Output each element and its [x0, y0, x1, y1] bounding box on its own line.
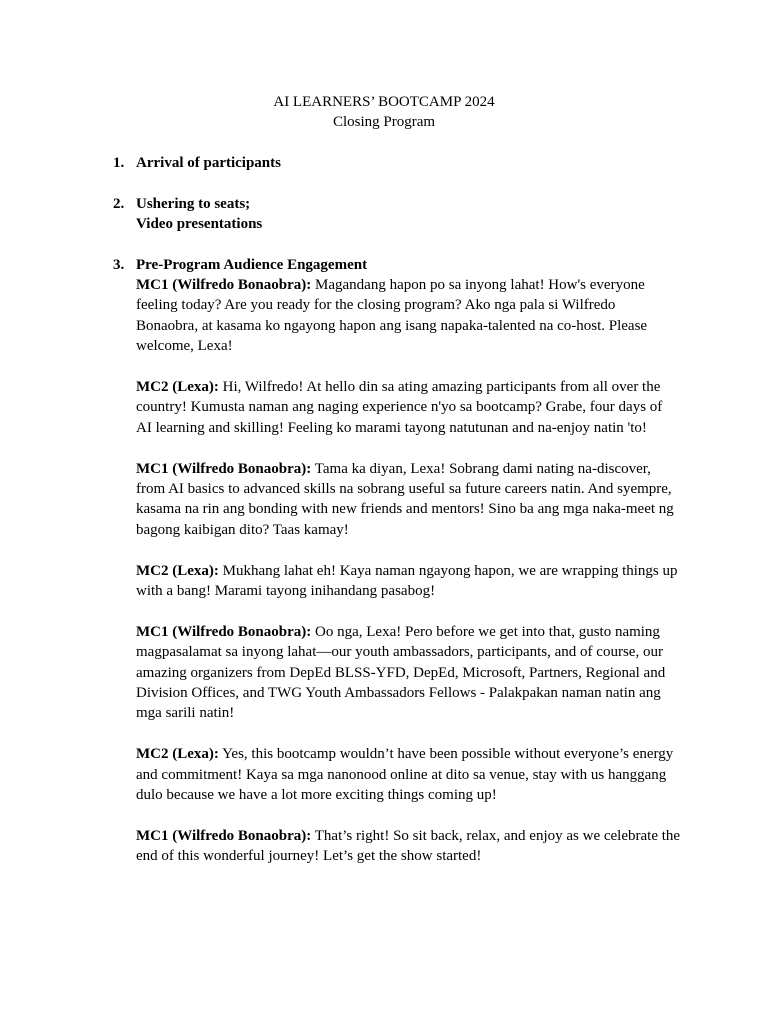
document-title: AI LEARNERS’ BOOTCAMP 2024 [273, 94, 495, 110]
item-number: 1. [113, 155, 125, 171]
speaker-label: MC2 (Lexa): [136, 746, 219, 763]
speaker-label: MC1 (Wilfredo Bonaobra): [136, 827, 312, 844]
dialogue-line [136, 459, 681, 541]
speaker-label: MC1 (Wilfredo Bonaobra): [136, 277, 312, 293]
speaker-label: MC1 (Wilfredo Bonaobra): [136, 623, 312, 640]
dialogue-line [136, 622, 681, 724]
item-body [136, 194, 681, 234]
item-number: 2. [113, 196, 125, 212]
program-item [113, 255, 681, 867]
dialogue-line [136, 275, 681, 357]
program-list [0, 153, 768, 867]
speaker-label: MC2 (Lexa): [136, 562, 219, 579]
speaker-label: MC2 (Lexa): [136, 379, 219, 396]
item-heading: Arrival of participants [136, 155, 281, 171]
dialogue-text: That’s right! So sit back, relax, and enjoy as we celebrate the end of this wonderful journey! Let’s get the show started! [136, 827, 681, 865]
dialogue-line [136, 561, 681, 602]
item-heading: Ushering to seats; [136, 196, 251, 212]
dialogue-text: Hi, Wilfredo! At hello din sa ating amazing participants from all over the country! Kumusta naman ang naging experience n'yo sa bootcamp? Grabe, four days of AI learning and skilling! Feeling ko marami tayong natutunan and na-enjoy natin 'to! [136, 379, 663, 436]
dialogue-text: Oo nga, Lexa! Pero before we get into that, gusto naming magpasalamat sa inyong lahat—our youth ambassadors, participants, and of course, our amazing organizers from DepEd BLSS-YFD, DepEd, Microsoft, Partners, Regional and Division Offices, and TWG Youth Ambassadors Fellows - Palakpakan naman natin ang mga sarili natin! [136, 623, 666, 722]
dialogue-text: Magandang hapon po sa inyong lahat! How's everyone feeling today? Are you ready for the closing program? Ako nga pala si Wilfredo Bonaobra, at kasama ko ngayong hapon ang isang napaka-talented na co-host. Please welcome, Lexa! [136, 277, 648, 355]
dialogue-text: Yes, this bootcamp wouldn’t have been possible without everyone’s energy and commitment! Kaya sa mga nanonood online at dito sa venue, stay with us hanggang dulo because we have a lot more exciting things coming up! [136, 746, 674, 804]
item-heading: Video presentations [136, 216, 263, 232]
dialogue-line [136, 744, 681, 805]
item-body [136, 255, 681, 867]
document-subtitle: Closing Program [332, 114, 436, 130]
speaker-label: MC1 (Wilfredo Bonaobra): [136, 460, 312, 477]
program-item [113, 153, 681, 173]
item-body [136, 153, 681, 173]
dialogue-text: Tama ka diyan, Lexa! Sobrang dami nating na-discover, from AI basics to advanced skills na sobrang useful sa future careers natin. And syempre, kasama na rin ang bonding with new friends and mentors! Sino ba ang mga naka-meet ng bagong kaibigan dito? Taas kamay! [136, 460, 674, 538]
dialogue-text: Mukhang lahat eh! Kaya naman ngayong hapon, we are wrapping things up with a bang! Marami tayong inihandang pasabog! [136, 562, 678, 600]
item-number: 3. [113, 257, 125, 273]
item-heading: Pre-Program Audience Engagement [136, 257, 368, 273]
program-item [113, 194, 681, 234]
dialogue-line [136, 377, 681, 438]
dialogue-line [136, 826, 681, 867]
title-block [0, 92, 768, 132]
